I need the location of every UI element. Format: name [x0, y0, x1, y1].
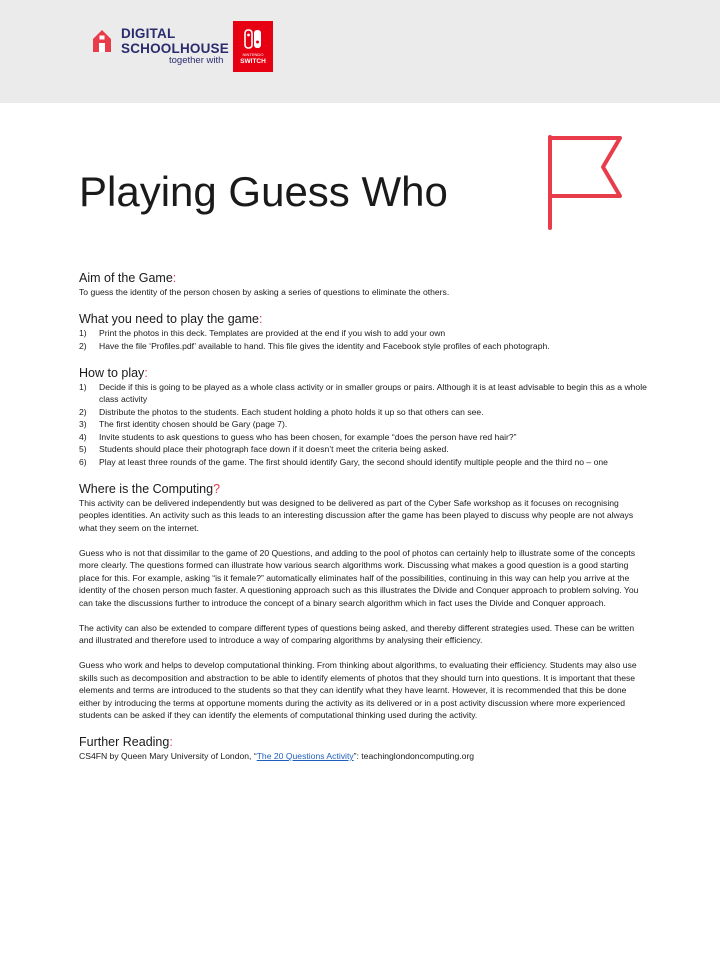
- computing-heading-qmark: ?: [213, 481, 221, 496]
- switch-logo-text: SWITCH: [240, 58, 266, 65]
- list-item-number: 1): [79, 381, 87, 392]
- reading-suffix: ”: teachinglondoncomputing.org: [353, 751, 475, 761]
- list-item: [79, 381, 647, 406]
- aim-heading-text: Aim of the Game: [79, 271, 173, 285]
- how-heading-text: How to play: [79, 365, 145, 380]
- computing-heading: [79, 481, 647, 497]
- list-item: [79, 456, 647, 469]
- how-list: [79, 381, 647, 469]
- list-item-text: Print the photos in this deck. Templates are provided at the end if you wish to add your own: [99, 328, 446, 338]
- nintendo-switch-logo: [233, 21, 273, 72]
- how-heading-colon: :: [144, 365, 148, 380]
- switch-console-icon: [244, 29, 262, 49]
- reading-heading-colon: :: [169, 735, 173, 749]
- list-item-number: 2): [79, 406, 87, 417]
- list-item-number: 2): [79, 340, 87, 351]
- aim-heading-colon: :: [172, 271, 177, 285]
- list-item-text: Decide if this is going to be played as a whole class activity or in smaller groups or pairs. Although it is at least advisable to begin this as a whole class activity: [99, 381, 647, 404]
- list-item-text: The first identity chosen should be Gary (page 7).: [99, 419, 288, 429]
- list-item-text: Invite students to ask questions to guess who has been chosen, for example “does the person have red hair?”: [99, 431, 517, 442]
- need-heading-text: What you need to play the game: [79, 312, 259, 326]
- list-item-text: Students should place their photograph face down if it doesn’t meet the criteria being asked.: [99, 444, 449, 454]
- need-list: [79, 327, 647, 352]
- list-item-number: 3): [79, 419, 87, 429]
- list-item-number: 6): [79, 456, 87, 467]
- list-item-text: Have the file ‘Profiles.pdf’ available to hand. This file gives the identity and Facebook style profiles of each photograph.: [99, 340, 550, 351]
- list-item-number: 4): [79, 431, 87, 442]
- computing-paragraph: This activity can be delivered independently but was designed to be delivered as part of the Cyber Safe workshop as it focuses on recognising peoples identities. An activity such as this leads to an interesting discussion after the game has been played to discuss why people are not always what they seem on the internet.: [79, 497, 634, 533]
- list-item-number: 1): [79, 328, 87, 338]
- list-item: [79, 443, 647, 456]
- list-item: [79, 327, 647, 340]
- how-heading: [79, 365, 647, 381]
- flag-icon: [545, 133, 625, 233]
- computing-paragraph: The activity can also be extended to compare different types of questions being asked, and thereby different strategies used. These can be written and illustrated and therefore used to introduce a way of comparing algorithms by analysing their efficiency.: [79, 622, 635, 645]
- logo-line-schoolhouse: SCHOOLHOUSE: [121, 40, 229, 56]
- list-item: [79, 431, 647, 444]
- reading-heading: [79, 734, 647, 750]
- document-body: [79, 270, 647, 763]
- 20-questions-activity-link[interactable]: The 20 Questions Activity: [256, 751, 354, 761]
- switch-logo-small-text: NINTENDO: [242, 52, 264, 57]
- house-logo-icon: [91, 28, 113, 54]
- logo-line-together: together with: [169, 55, 224, 66]
- aim-heading: [79, 270, 647, 286]
- reading-text: [79, 750, 647, 763]
- reading-prefix: CS4FN by Queen Mary University of London, “: [79, 751, 257, 761]
- need-heading: [79, 311, 647, 327]
- list-item-number: 5): [79, 444, 87, 454]
- page-title: Playing Guess Who: [79, 168, 448, 215]
- reading-heading-text: Further Reading: [79, 735, 170, 749]
- list-item-text: Distribute the photos to the students. Each student holding a photo holds it up so that others can see.: [99, 406, 484, 417]
- computing-paragraph: Guess who is not that dissimilar to the game of 20 Questions, and adding to the pool of photos can certainly help to illustrate some of the concepts more clearly. The questions formed can illustrate how various search algorithms work. Discussing what makes a good question is a good starting place for this. For example, asking “is it female?” automatically eliminates half of the possibilities, continuing in this way can help you arrive at the identity of the chosen person much faster. A questioning approach such as this illustrates the Divide and Conquer approach to problem solving. You can take the discussions further to introduce the concept of a binary search algorithm which in fact uses the Divide and Conquer approach.: [79, 547, 639, 608]
- list-item: [79, 340, 647, 353]
- aim-text: To guess the identity of the person chosen by asking a series of questions to eliminate the others.: [79, 287, 450, 297]
- need-heading-colon: :: [258, 312, 263, 326]
- computing-heading-text: Where is the Computing: [79, 481, 214, 496]
- list-item: [79, 418, 647, 431]
- digital-schoolhouse-logo: [121, 27, 229, 66]
- computing-paragraph: Guess who work and helps to develop computational thinking. From thinking about algorithms, to evaluating their efficiency. Students may also use skills such as decomposition and abstraction to be able to identify elements of photos that they should turn into questions. It is important that these elements and terms are introduced to the students so that they can identify what they have learnt. However, it is recommended that this be done either by introducing the terms at opportune moments during the activity as its delivered or in a post activity discussion where more experienced students can be asked if they can identify the elements of computational thinking used during the activity.: [79, 660, 637, 720]
- logo-line-digital: DIGITAL: [121, 26, 176, 41]
- list-item: [79, 406, 647, 419]
- list-item-text: Play at least three rounds of the game. The first should identify Gary, the second should identify multiple people and the third no – one: [99, 456, 608, 467]
